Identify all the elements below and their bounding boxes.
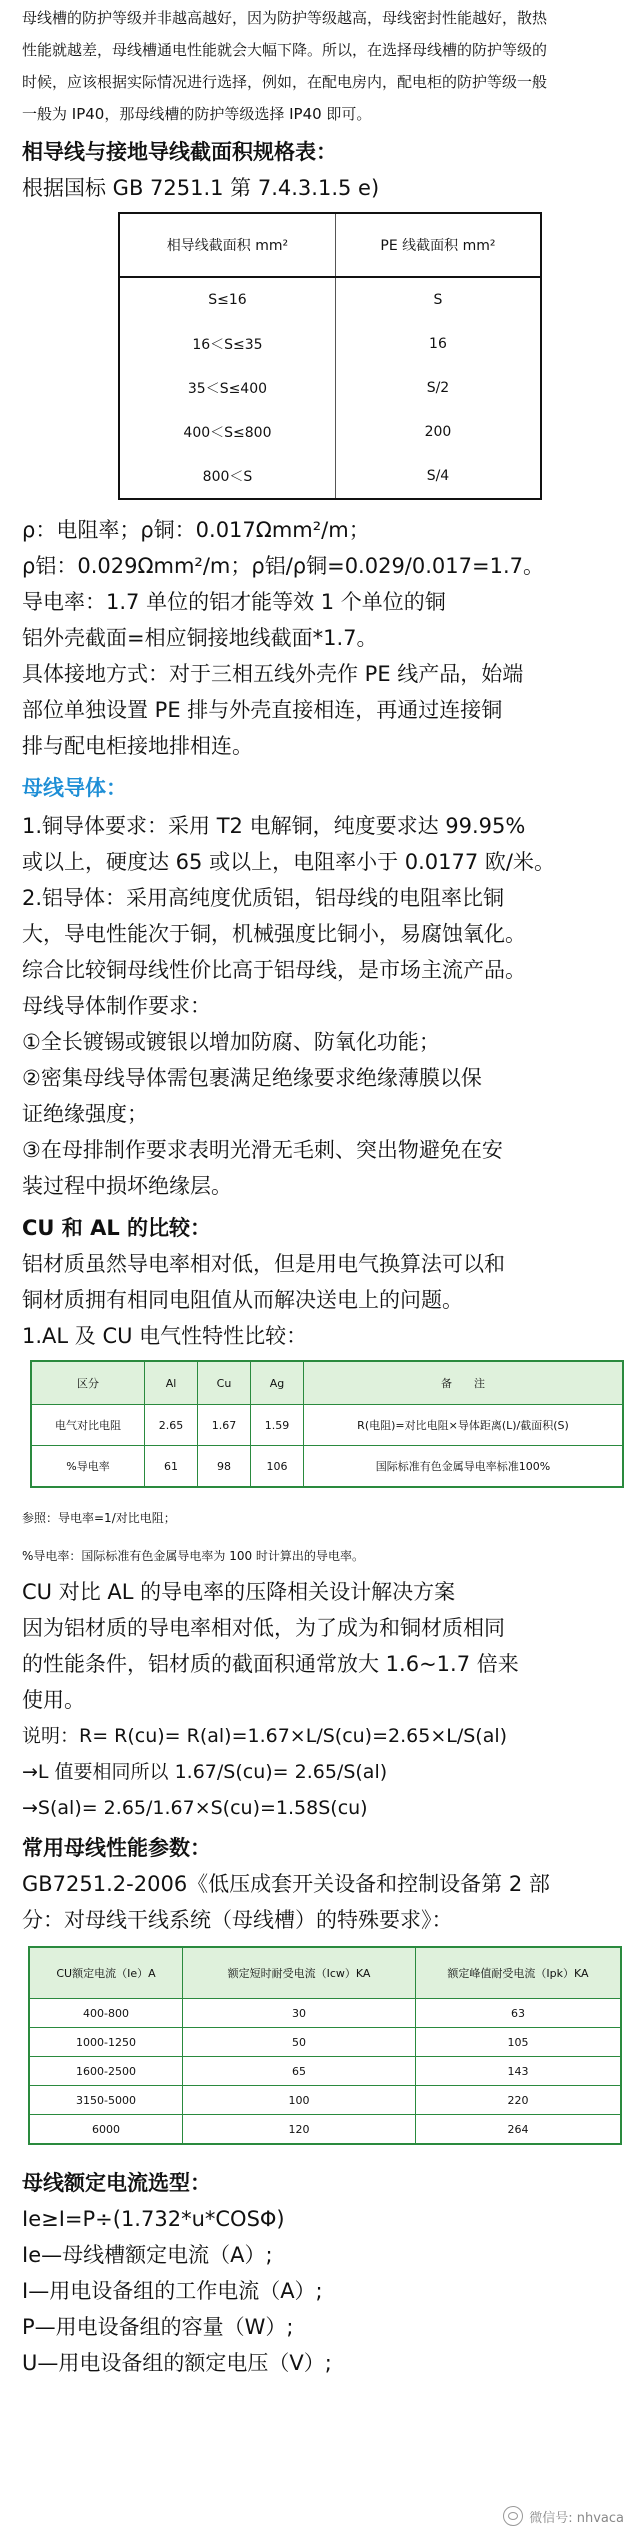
text-line: 综合比较铜母线性价比高于铝母线，是市场主流产品。 [22, 958, 526, 982]
spec-table [118, 212, 542, 500]
cell: 220 [416, 2086, 622, 2115]
text-line: 或以上，硬度达 65 或以上，电阻率小于 0.0177 欧/米。 [22, 850, 555, 874]
watermark-text: 微信号: nhvaca [529, 2510, 624, 2526]
table-row [29, 2115, 621, 2145]
cell: 35＜S≤400 [187, 381, 268, 397]
spec-heading: 相导线与接地导线截面积规格表： [22, 140, 337, 164]
col-header: Cu [198, 1361, 251, 1405]
table-row [29, 1999, 621, 2028]
busbar-performance-table [28, 1946, 622, 2145]
cell: S [335, 277, 541, 322]
cell: 105 [416, 2028, 622, 2057]
text-line: ③在母排制作要求表明光滑无毛刺、突出物避免在安 [22, 1138, 503, 1162]
col-header: 备 注 [304, 1361, 624, 1405]
cell: S/4 [335, 454, 541, 499]
intro-line: 母线槽的防护等级并非越高越好，因为防护等级越高，母线密封性能越好，散热 [22, 9, 548, 27]
rated-paragraph [0, 2201, 638, 2381]
compare-notes [0, 1498, 638, 1574]
text-line: 1.铜导体要求：采用 T2 电解铜，纯度要求达 99.95% [22, 814, 526, 838]
table-row [119, 454, 541, 499]
intro-line: 一般为 IP40，那母线槽的防护等级选择 IP40 即可。 [22, 105, 372, 123]
cell: 120 [183, 2115, 416, 2145]
cell: 电气对比电阻 [31, 1405, 145, 1446]
spec-table-header [119, 213, 541, 277]
intro-line: 性能就越差，母线槽通电性能就会大幅下降。所以，在选择母线槽的防护等级的 [22, 41, 548, 59]
col-header: 额定短时耐受电流（Icw）KA [183, 1947, 416, 1999]
text-line: Ie—母线槽额定电流（A）; [22, 2243, 273, 2267]
col-header: Al [145, 1361, 198, 1405]
compare-paragraph [0, 1246, 638, 1354]
cell: 61 [145, 1446, 198, 1488]
cell: S≤16 [208, 292, 247, 308]
table-row [31, 1405, 623, 1446]
cell: R(电阻)=对比电阻×导体距离(L)/截面积(S) [304, 1405, 624, 1446]
cell: 2.65 [145, 1405, 198, 1446]
text-line: P—用电设备组的容量（W）; [22, 2315, 294, 2339]
text-line: 1.AL 及 CU 电气性特性比较： [22, 1324, 308, 1348]
text-line: 因为铝材质的导电率相对低，为了成为和铜材质相同 [22, 1616, 505, 1640]
col-header: Ag [251, 1361, 304, 1405]
performance-table-header [29, 1947, 621, 1999]
table-row [119, 366, 541, 410]
text-line: 说明：R= R(cu)= R(al)=1.67×L/S(cu)=2.65×L/S(al) [22, 1725, 508, 1747]
text-line: 证绝缘强度； [22, 1102, 148, 1126]
wechat-icon [503, 2506, 523, 2526]
spec-standard: 根据国标 GB 7251.1 第 7.4.3.1.5 e) [22, 176, 380, 200]
watermark [503, 2506, 624, 2526]
performance-paragraph [0, 1866, 638, 1938]
cell: 1.59 [251, 1405, 304, 1446]
cell: 1.67 [198, 1405, 251, 1446]
cell: 1600-2500 [29, 2057, 183, 2086]
text-line: 使用。 [22, 1688, 85, 1712]
table-row [29, 2028, 621, 2057]
table-row [119, 322, 541, 366]
cell: 国际标准有色金属导电率标准100% [304, 1446, 624, 1488]
cell: 65 [183, 2057, 416, 2086]
text-line: ②密集母线导体需包裹满足绝缘要求绝缘薄膜以保 [22, 1066, 482, 1090]
intro-line: 时候，应该根据实际情况进行选择，例如，在配电房内，配电柜的防护等级一般 [22, 73, 548, 91]
cell: 100 [183, 2086, 416, 2115]
text-line: CU 对比 AL 的导电率的压降相关设计解决方案 [22, 1580, 456, 1604]
text-line: 铝材质虽然导电率相对低，但是用电气换算法可以和 [22, 1252, 505, 1276]
cell: 400＜S≤800 [183, 425, 272, 441]
col-header: 额定峰值耐受电流（Ipk）KA [416, 1947, 622, 1999]
text-line: →S(al)= 2.65/1.67×S(cu)=1.58S(cu) [22, 1797, 368, 1819]
cell: 3150-5000 [29, 2086, 183, 2115]
text-line: 导电率：1.7 单位的铝才能等效 1 个单位的铜 [22, 590, 446, 614]
cell: 143 [416, 2057, 622, 2086]
text-line: ρ：电阻率；ρ铜：0.017Ωmm²/m； [22, 518, 370, 542]
compare-after-paragraph [0, 1574, 638, 1826]
cell: 106 [251, 1446, 304, 1488]
text-line: 大，导电性能次于铜，机械强度比铜小，易腐蚀氧化。 [22, 922, 526, 946]
text-line: ①全长镀锡或镀银以增加防腐、防氧化功能； [22, 1030, 440, 1054]
conductor-paragraph [0, 808, 638, 1204]
text-line: U—用电设备组的额定电压（V）; [22, 2351, 332, 2375]
cell: 16＜S≤35 [192, 337, 263, 353]
cell: 800＜S [202, 469, 253, 485]
table-row [29, 2057, 621, 2086]
text-line: 装过程中损坏绝缘层。 [22, 1174, 232, 1198]
resistivity-paragraph [0, 512, 638, 764]
text-line: 铜材质拥有相同电阻值从而解决送电上的问题。 [22, 1288, 463, 1312]
cell: 63 [416, 1999, 622, 2028]
compare-heading: CU 和 AL 的比较： [22, 1216, 212, 1240]
text-line: 具体接地方式：对于三相五线外壳作 PE 线产品，始端 [22, 662, 524, 686]
intro-paragraph [0, 0, 638, 130]
text-line: GB7251.2-2006《低压成套开关设备和控制设备第 2 部 [22, 1872, 550, 1896]
spec-col-pe: PE 线截面积 mm² [335, 213, 541, 277]
text-line: 母线导体制作要求： [22, 994, 211, 1018]
cell: 16 [335, 322, 541, 366]
col-header: CU额定电流（Ie）A [29, 1947, 183, 1999]
cell: S/2 [335, 366, 541, 410]
table-row [31, 1446, 623, 1488]
rated-heading: 母线额定电流选型： [22, 2171, 211, 2195]
cell: 264 [416, 2115, 622, 2145]
cell: %导电率 [31, 1446, 145, 1488]
cell: 50 [183, 2028, 416, 2057]
performance-heading: 常用母线性能参数： [22, 1836, 211, 1860]
cell: 400-800 [29, 1999, 183, 2028]
text-line: 排与配电柜接地排相连。 [22, 734, 253, 758]
text-line: I—用电设备组的工作电流（A）; [22, 2279, 323, 2303]
cell: 98 [198, 1446, 251, 1488]
cell: 1000-1250 [29, 2028, 183, 2057]
note-line: 参照：导电率=1/对比电阻； [22, 1511, 176, 1525]
text-line: 分：对母线干线系统（母线槽）的特殊要求》： [22, 1908, 453, 1932]
text-line: 铝外壳截面=相应铜接地线截面*1.7。 [22, 626, 378, 650]
note-line: %导电率：国际标准有色金属导电率为 100 时计算出的导电率。 [22, 1549, 364, 1563]
cell: 200 [335, 410, 541, 454]
cell: 30 [183, 1999, 416, 2028]
table-row [119, 277, 541, 322]
col-header: 区分 [31, 1361, 145, 1405]
text-line: Ie≥I=P÷(1.732*u*COSΦ) [22, 2207, 285, 2231]
text-line: →L 值要相同所以 1.67/S(cu)= 2.65/S(al) [22, 1761, 388, 1783]
al-cu-compare-table [30, 1360, 624, 1488]
text-line: 部位单独设置 PE 排与外壳直接相连，再通过连接铜 [22, 698, 503, 722]
conductor-heading: 母线导体： [22, 776, 127, 800]
text-line: ρ铝：0.029Ωmm²/m；ρ铝/ρ铜=0.029/0.017=1.7。 [22, 554, 544, 578]
text-line: 2.铝导体：采用高纯度优质铝，铝母线的电阻率比铜 [22, 886, 505, 910]
table-row [29, 2086, 621, 2115]
text-line: 的性能条件，铝材质的截面积通常放大 1.6~1.7 倍来 [22, 1652, 519, 1676]
cell: 6000 [29, 2115, 183, 2145]
spec-col-phase: 相导线截面积 mm² [119, 213, 335, 277]
table-row [119, 410, 541, 454]
compare-table-header [31, 1361, 623, 1405]
